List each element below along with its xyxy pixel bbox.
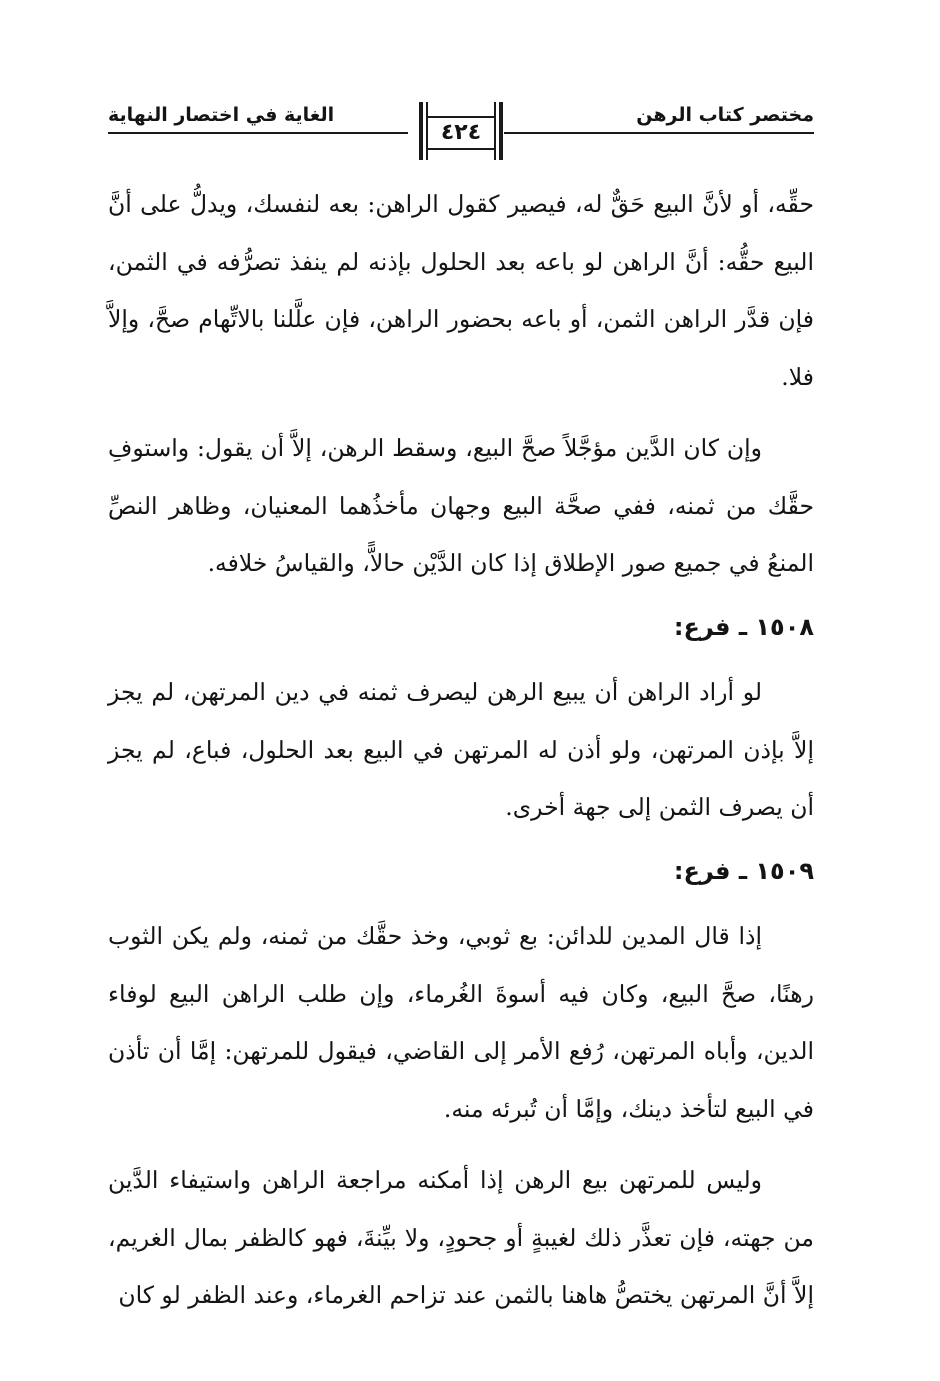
- frame-bar: [494, 102, 496, 160]
- frame-line: [428, 148, 494, 150]
- book-title: الغاية في اختصار النهاية: [108, 104, 335, 126]
- section-heading: ١٥٠٨ ـ فرع:: [673, 612, 814, 641]
- body-text: [108, 176, 814, 1325]
- header-rule-right: [504, 132, 814, 134]
- paragraph: وإن كان الدَّين مؤجَّلاً صحَّ البيع، وسقط الرهن، إلاَّ أن يقول: واستوفِ حقَّك من ثمنه، ففي صحَّة البيع وجهان مأخذُهما المعنيان، وظاهر النصِّ المنعُ في جميع صور الإطلاق إذا كان الدَّيْن حالاًّ، والقياسُ خلافه.: [108, 434, 814, 577]
- frame-bar: [419, 102, 423, 160]
- header-rule-left: [108, 132, 408, 134]
- page-number-frame: [419, 102, 503, 160]
- frame-bar: [499, 102, 503, 160]
- page-number: ٤٢٤: [440, 120, 482, 145]
- paragraph: لو أراد الراهن أن يبيع الرهن ليصرف ثمنه في دين المرتهن، لم يجز إلاَّ بإذن المرتهن، ولو أذن له المرتهن في البيع بعد الحلول، فباع، لم يجز أن يصرف الثمن إلى جهة أخرى.: [108, 678, 814, 821]
- section-heading: ١٥٠٩ ـ فرع:: [673, 856, 814, 885]
- chapter-title: مختصر كتاب الرهن: [636, 104, 814, 126]
- running-header: [108, 98, 814, 168]
- paragraph: حقِّه، أو لأنَّ البيع حَقٌّ له، فيصير كقول الراهن: بعه لنفسك، ويدلُّ على أنَّ البيع حقُّه: أنَّ الراهن لو باعه بعد الحلول بإذنه لم ينفذ تصرُّفه في الثمن، فإن قدَّر الراهن الثمن، أو باعه بحضور الراهن، فإن علَّلنا بالاتِّهام صحَّ، وإلاَّ فلا.: [108, 190, 814, 391]
- paragraph: وليس للمرتهن بيع الرهن إذا أمكنه مراجعة الراهن واستيفاء الدَّين من جهته، فإن تعذَّر ذلك لغيبةٍ أو جحودٍ، ولا بيِّنةَ، فهو كالظفر بمال الغريم، إلاَّ أنَّ المرتهن يختصُّ هاهنا بالثمن عند تزاحم الغرماء، وعند الظفر لو كان: [108, 1166, 814, 1309]
- paragraph: إذا قال المدين للدائن: بع ثوبي، وخذ حقَّك من ثمنه، ولم يكن الثوب رهنًا، صحَّ البيع، وكان فيه أسوةَ الغُرماء، وإن طلب الراهن البيع لوفاء الدين، وأباه المرتهن، رُفع الأمر إلى القاضي، فيقول للمرتهن: إمَّا أن تأذن في البيع لتأخذ دينك، وإمَّا أن تُبرئه منه.: [108, 922, 814, 1123]
